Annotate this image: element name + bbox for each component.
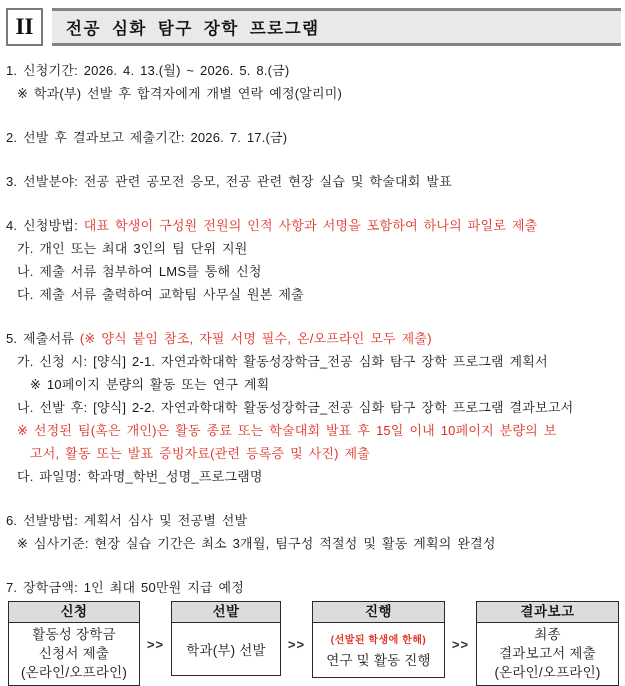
flow-arrow-icon: >> — [451, 637, 470, 652]
item-6: 6. 선발방법: 계획서 심사 및 전공별 선발 — [6, 513, 248, 528]
flow-arrow-icon: >> — [146, 637, 165, 652]
item-3: 3. 선발분야: 전공 관련 공모전 응모, 전공 관련 현장 실습 및 학술대회 발표 — [6, 174, 452, 189]
section-application-period — [6, 59, 621, 105]
section-application-method — [6, 214, 621, 306]
section-numeral-box — [6, 8, 43, 46]
page-title: 전공 심화 탐구 장학 프로그램 — [66, 20, 320, 38]
item-5-label: 5. 제출서류 — [6, 331, 80, 346]
section-numeral: II — [15, 14, 34, 39]
flow-step-final-report-header: 결과보고 — [477, 602, 618, 623]
item-4-b: 나. 제출 서류 첨부하여 LMS를 통해 신청 — [17, 264, 262, 279]
item-4-red-note: 대표 학생이 구성원 전원의 인적 사항과 서명을 포함하여 하나의 파일로 제출 — [83, 218, 538, 233]
item-5-red-note: (※ 양식 붙임 참조, 자필 서명 필수, 온/오프라인 모두 제출) — [79, 331, 432, 346]
item-5 — [6, 327, 621, 350]
item-2: 2. 선발 후 결과보고 제출기간: 2026. 7. 17.(금) — [6, 130, 288, 145]
flow-line: 학과(부) 선발 — [186, 643, 266, 658]
section-scholarship-amount — [6, 576, 621, 599]
flow-line: 신청서 제출 — [38, 646, 110, 661]
section-report-deadline — [6, 126, 621, 149]
flow-arrow-icon: >> — [287, 637, 306, 652]
flow-step-selection-body — [172, 623, 280, 675]
document-header — [6, 8, 621, 46]
item-4-a: 가. 개인 또는 최대 3인의 팀 단위 지원 — [17, 241, 248, 256]
item-5-a: 가. 신청 시: [양식] 2-1. 자연과학대학 활동성장학금_전공 심화 탐구 장학 프로그램 계획서 — [17, 354, 548, 369]
flow-step-application-header: 신청 — [9, 602, 139, 623]
item-6-note: ※ 심사기준: 현장 실습 기간은 최소 3개월, 팀구성 적절성 및 활동 계획의 완결성 — [17, 536, 496, 551]
item-5-a-note: ※ 10페이지 분량의 활동 또는 연구 계획 — [30, 377, 270, 392]
flow-step-selection — [171, 601, 281, 676]
flow-step-progress — [312, 601, 445, 678]
item-5-red-warning-line1: ※ 선정된 팀(혹은 개인)은 활동 종료 또는 학술대회 발표 후 15일 이내 10페이지 분량의 보 — [17, 423, 557, 438]
flow-line: (온라인/오프라인) — [494, 665, 601, 680]
flow-step-application — [8, 601, 140, 686]
item-7: 7. 장학금액: 1인 최대 50만원 지급 예정 — [6, 580, 245, 595]
flow-step-progress-body — [313, 623, 444, 677]
item-1-note: ※ 학과(부) 선발 후 합격자에게 개별 연락 예정(알리미) — [17, 86, 343, 101]
flow-line: 연구 및 활동 진행 — [326, 653, 431, 668]
item-4-c: 다. 제출 서류 출력하여 교학팀 사무실 원본 제출 — [17, 287, 304, 302]
flow-line: 최종 — [534, 627, 561, 642]
flow-step-progress-header: 진행 — [313, 602, 444, 623]
item-5-b: 나. 선발 후: [양식] 2-2. 자연과학대학 활동성장학금_전공 심화 탐구 장학 프로그램 결과보고서 — [17, 400, 574, 415]
title-bar — [52, 8, 621, 46]
flow-step-final-report — [476, 601, 619, 686]
item-5-red-warning-line2: 고서, 활동 또는 발표 증빙자료(관련 등록증 및 사진) 제출 — [30, 446, 371, 461]
item-4-label: 4. 신청방법: — [6, 218, 84, 233]
flow-step-application-body — [9, 623, 139, 685]
section-selection-method — [6, 509, 621, 555]
item-5-c: 다. 파일명: 학과명_학번_성명_프로그램명 — [17, 469, 263, 484]
flow-step-selection-header: 선발 — [172, 602, 280, 623]
section-documents — [6, 327, 621, 488]
section-selection-field — [6, 170, 621, 193]
flow-line: 활동성 장학금 — [32, 627, 116, 642]
flow-step-progress-red-note: (선발된 학생에 한해) — [330, 635, 427, 646]
flow-line: 결과보고서 제출 — [499, 646, 596, 661]
process-flow-diagram — [6, 601, 621, 686]
item-1: 1. 신청기간: 2026. 4. 13.(월) ~ 2026. 5. 8.(금) — [6, 63, 290, 78]
item-4 — [6, 214, 621, 237]
flow-step-final-report-body — [477, 623, 618, 685]
flow-line: (온라인/오프라인) — [20, 665, 128, 680]
